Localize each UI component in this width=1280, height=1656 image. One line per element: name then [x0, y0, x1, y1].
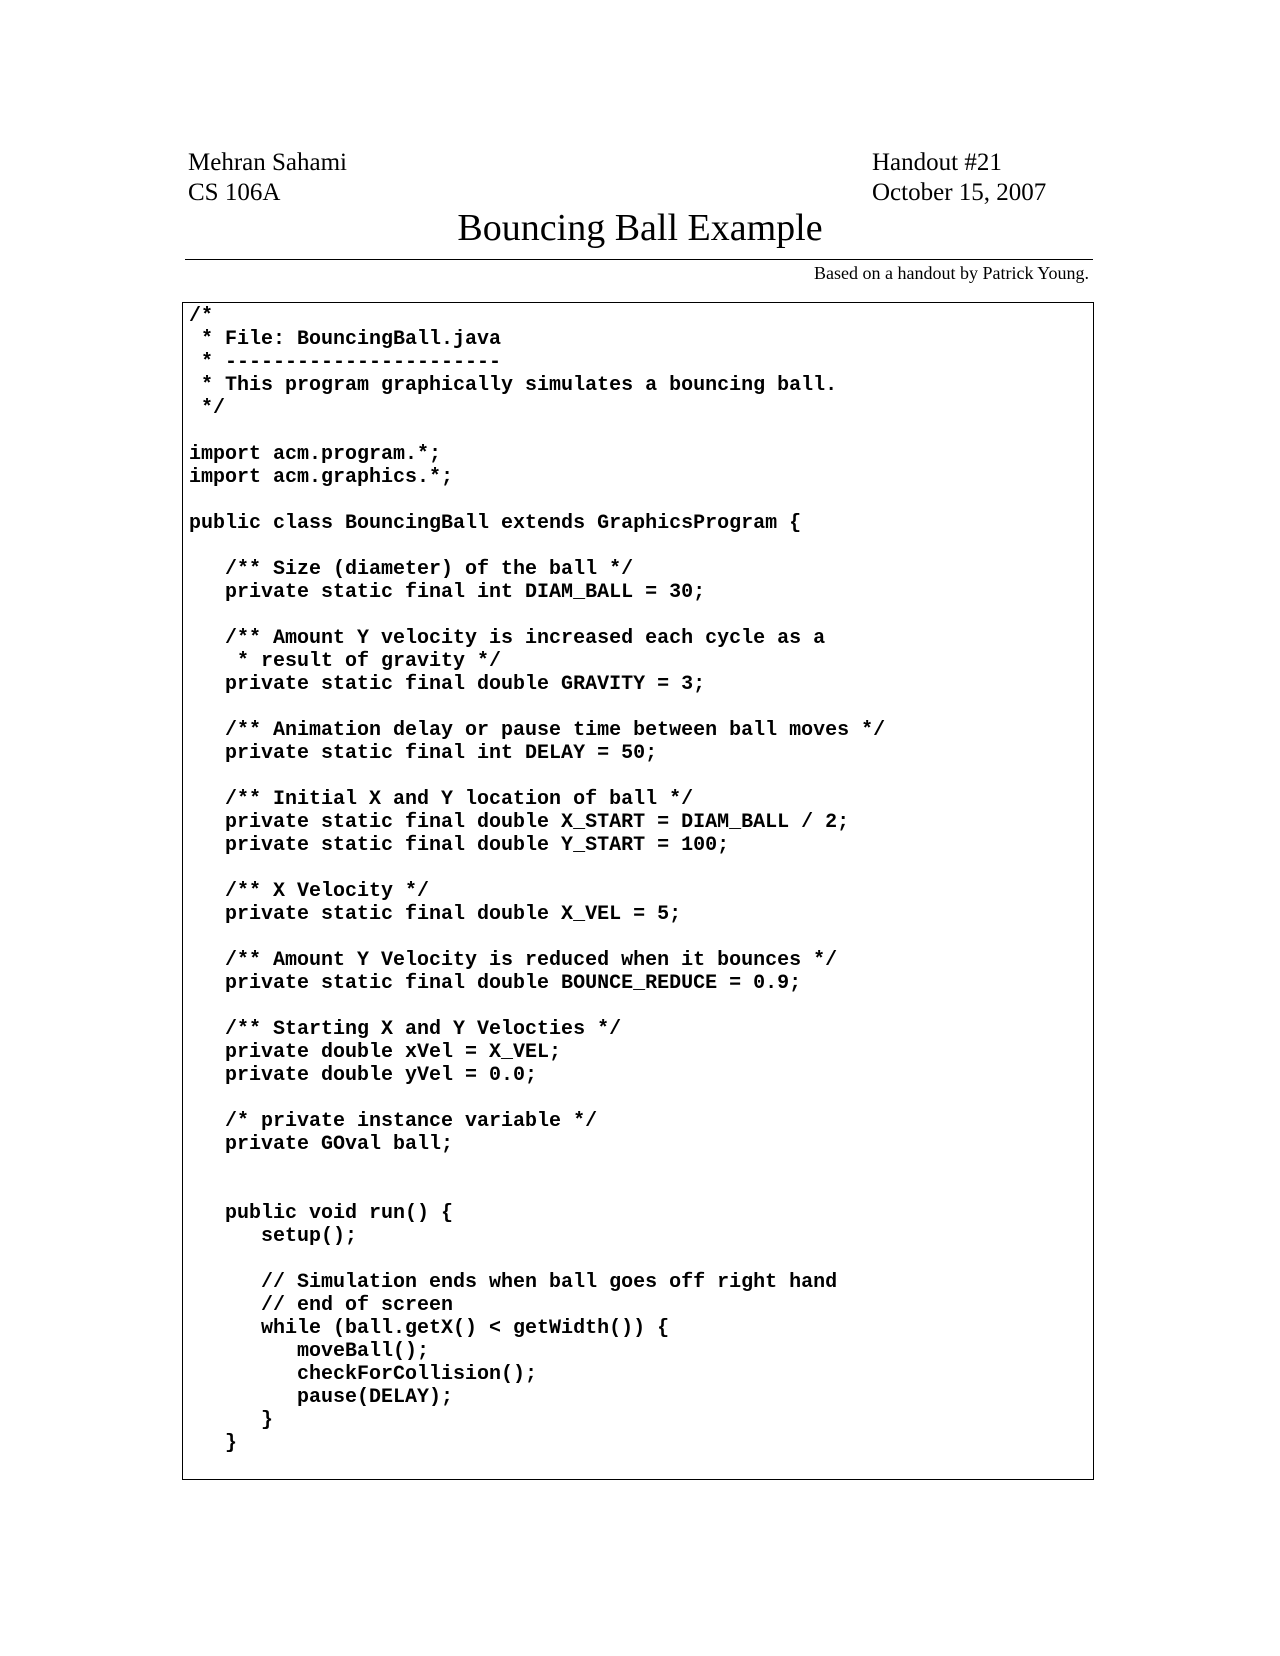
header-left: [188, 148, 347, 208]
code-line: [189, 1156, 885, 1179]
code-line: /** Amount Y velocity is increased each cycle as a: [189, 627, 826, 650]
code-line: private GOval ball;: [189, 1133, 454, 1156]
code-line: }: [189, 1432, 238, 1455]
code-line: * This program graphically simulates a bouncing ball.: [189, 374, 838, 397]
code-line: /** Starting X and Y Velocties */: [189, 1018, 622, 1041]
code-line: /** Size (diameter) of the ball */: [189, 558, 634, 581]
code-line: private static final int DIAM_BALL = 30;: [189, 581, 706, 604]
code-line: checkForCollision();: [189, 1363, 538, 1386]
code-line: /*: [189, 305, 214, 328]
code-line: private static final double X_START = DIAM_BALL / 2;: [189, 811, 850, 834]
code-line: [189, 420, 885, 443]
code-line: // end of screen: [189, 1294, 454, 1317]
code-line: private double xVel = X_VEL;: [189, 1041, 562, 1064]
code-line: * -----------------------: [189, 351, 502, 374]
code-line: /** Animation delay or pause time between ball moves */: [189, 719, 886, 742]
code-line: import acm.program.*;: [189, 443, 442, 466]
code-line: import acm.graphics.*;: [189, 466, 454, 489]
code-line: /* private instance variable */: [189, 1110, 598, 1133]
code-line: pause(DELAY);: [189, 1386, 454, 1409]
code-line: [189, 995, 885, 1018]
code-block: [189, 305, 885, 1455]
code-line: private static final double X_VEL = 5;: [189, 903, 682, 926]
code-line: setup();: [189, 1225, 358, 1248]
code-line: /** Initial X and Y location of ball */: [189, 788, 694, 811]
code-line: [189, 857, 885, 880]
credit-line: Based on a handout by Patrick Young.: [814, 263, 1089, 283]
code-line: public class BouncingBall extends GraphicsProgram {: [189, 512, 802, 535]
code-line: }: [189, 1409, 274, 1432]
code-line: [189, 1087, 885, 1110]
code-line: private static final double BOUNCE_REDUCE = 0.9;: [189, 972, 802, 995]
code-line: private static final int DELAY = 50;: [189, 742, 658, 765]
code-line: [189, 926, 885, 949]
code-line: * File: BouncingBall.java: [189, 328, 502, 351]
code-listing-box: [182, 302, 1094, 1480]
code-line: private double yVel = 0.0;: [189, 1064, 538, 1087]
course-code: CS 106A: [188, 179, 281, 206]
code-line: * result of gravity */: [189, 650, 502, 673]
code-line: [189, 535, 885, 558]
page-title: Bouncing Ball Example: [457, 207, 823, 249]
code-line: /** X Velocity */: [189, 880, 430, 903]
code-line: moveBall();: [189, 1340, 430, 1363]
code-line: // Simulation ends when ball goes off right hand: [189, 1271, 838, 1294]
code-line: [189, 696, 885, 719]
code-line: [189, 1248, 885, 1271]
handout-date: October 15, 2007: [872, 179, 1047, 206]
code-line: /** Amount Y Velocity is reduced when it bounces */: [189, 949, 838, 972]
code-line: [189, 1179, 885, 1202]
handout-number: Handout #21: [872, 149, 1002, 176]
code-line: [189, 604, 885, 627]
code-line: private static final double GRAVITY = 3;: [189, 673, 706, 696]
code-line: public void run() {: [189, 1202, 454, 1225]
code-line: */: [189, 397, 226, 420]
author-name: Mehran Sahami: [188, 149, 347, 176]
code-line: [189, 489, 885, 512]
code-line: [189, 765, 885, 788]
code-line: private static final double Y_START = 100;: [189, 834, 730, 857]
code-line: while (ball.getX() < getWidth()) {: [189, 1317, 670, 1340]
title-divider: [185, 259, 1093, 260]
header-right: [872, 148, 1046, 208]
